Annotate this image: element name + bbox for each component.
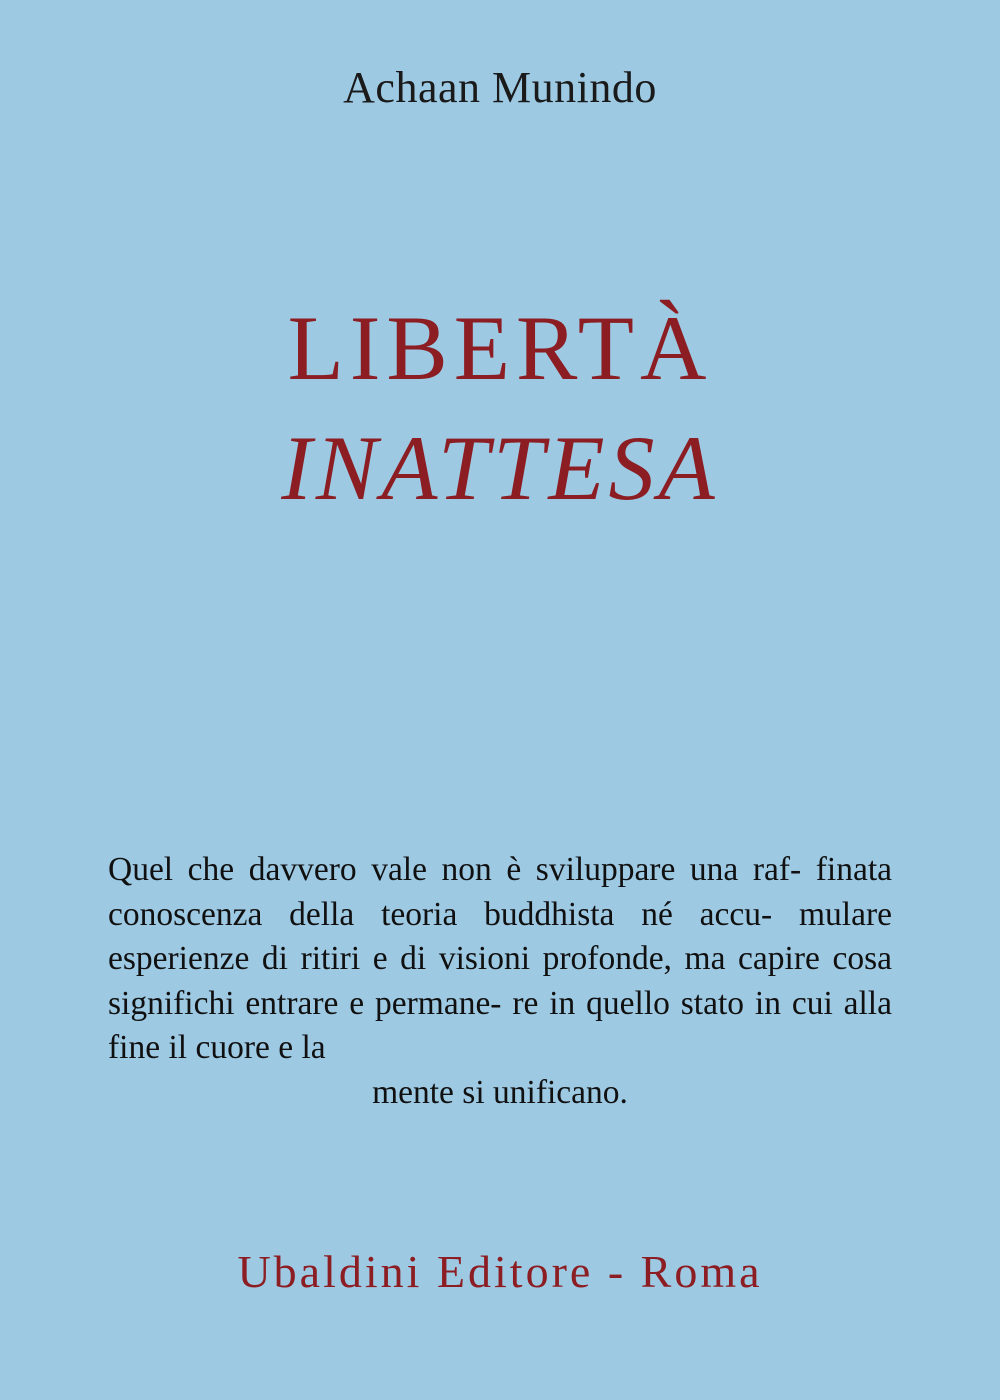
blurb-line: re in quello stato in cui alla fine il cuore e la bbox=[108, 984, 892, 1067]
blurb-line: mente si unificano. bbox=[372, 1073, 628, 1111]
book-title-main: LIBERTÀ bbox=[287, 297, 713, 399]
book-title-subtitle: INATTESA bbox=[281, 416, 719, 519]
blurb-line: mulare esperienze di ritiri e di visioni profonde, bbox=[108, 895, 892, 978]
title-block bbox=[0, 297, 1000, 526]
publisher-name: Ubaldini Editore - Roma bbox=[237, 1246, 763, 1297]
blurb-line: finata conoscenza della teoria buddhista né accu- bbox=[108, 851, 892, 933]
author-name: Achaan Munindo bbox=[343, 63, 657, 112]
blurb-line: Quel che davvero vale non è sviluppare una raf- bbox=[108, 851, 802, 888]
blurb-line: ma capire cosa significhi entrare e permane- bbox=[108, 940, 892, 1022]
cover-blurb bbox=[108, 848, 892, 1115]
